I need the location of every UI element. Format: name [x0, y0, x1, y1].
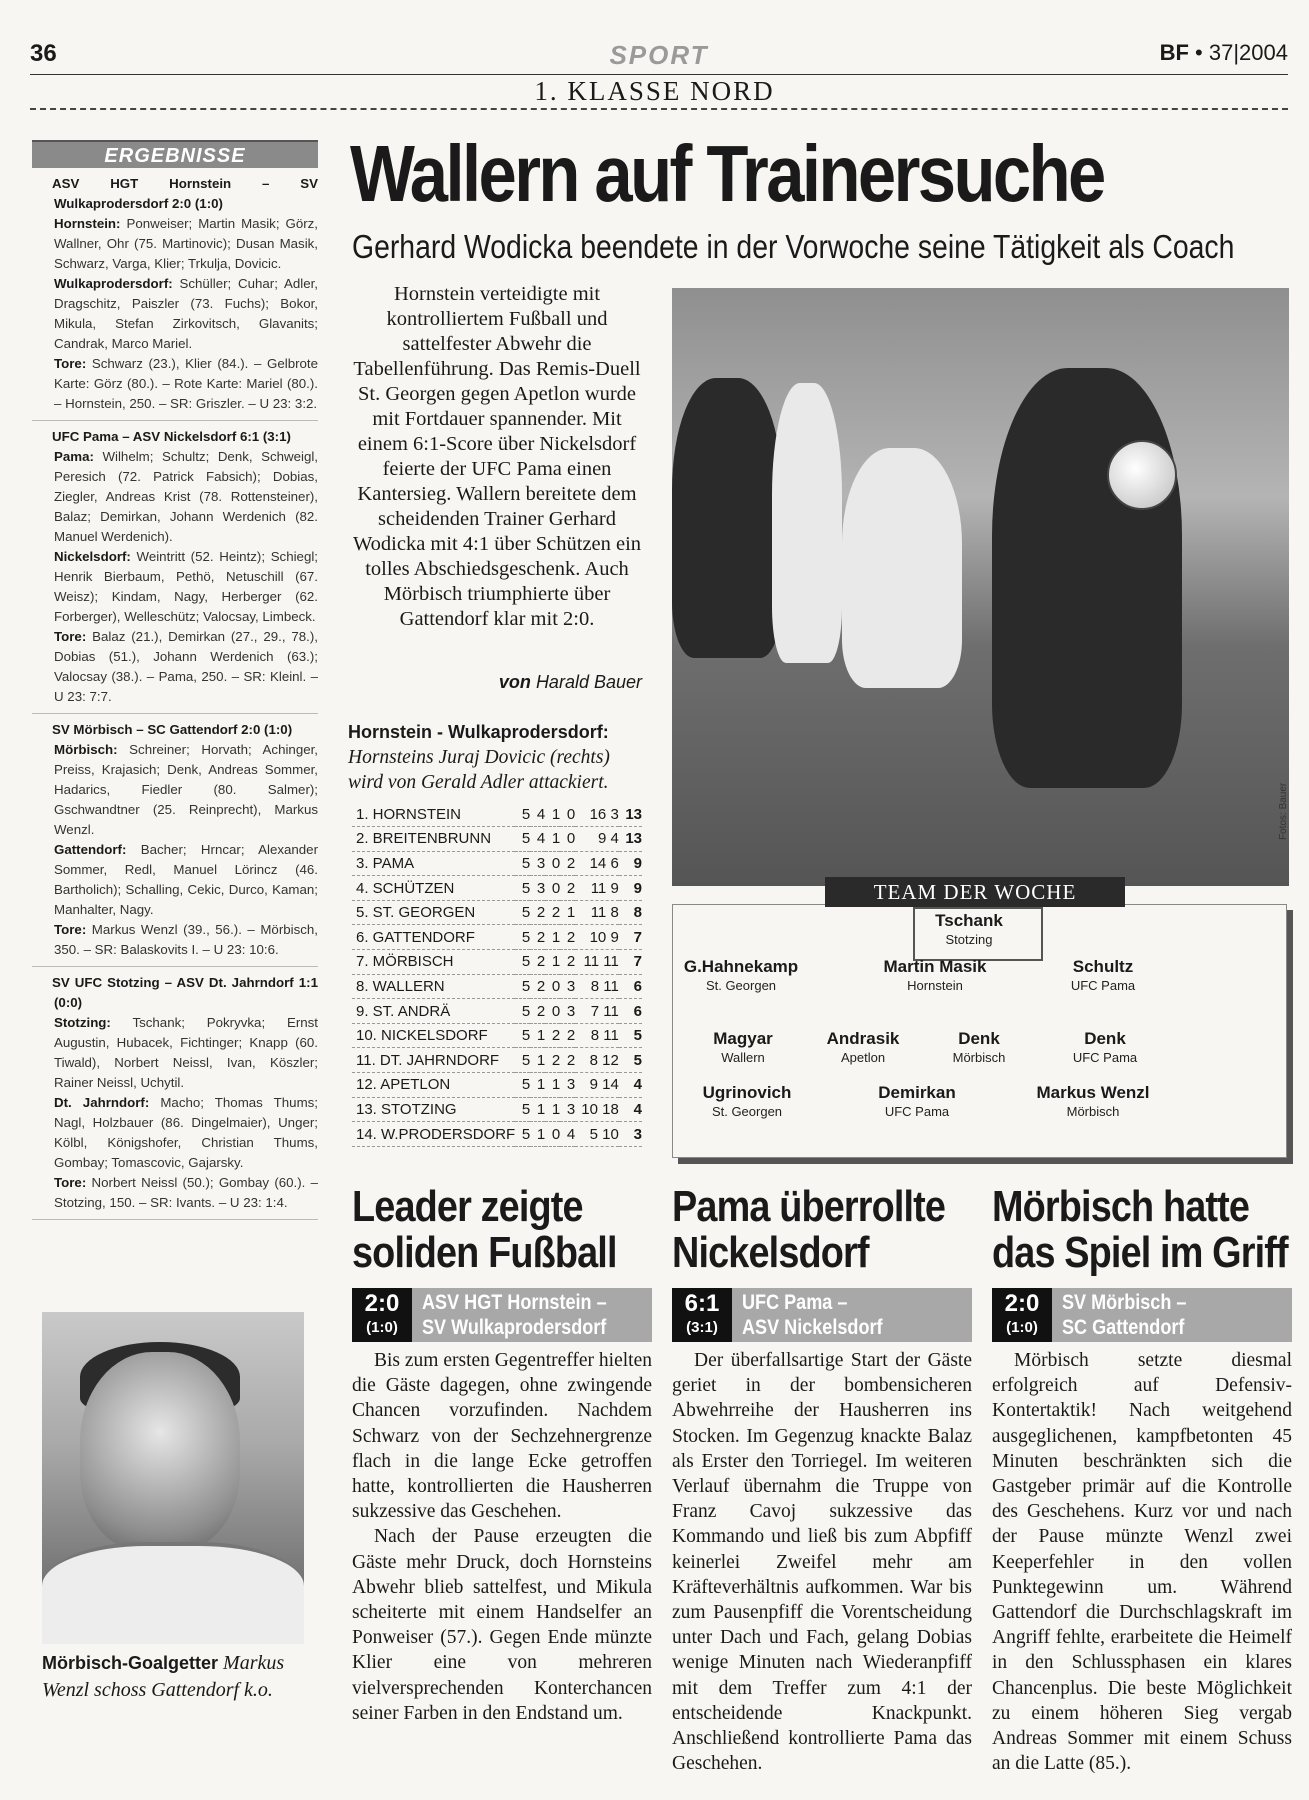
- score-box: [352, 1288, 412, 1342]
- goal-ratio: 10 9: [575, 925, 619, 950]
- story-paragraph: Der überfallsartige Start der Gäste geriet in der bombensicheren Abwehrreihe der Hausherren ins Stocken. Im Gegenzug knackte Balaz als Erster den Torriegel. Im weiteren Verlauf übernahm die Truppe von Franz Cavoj sukzessive das Kommando und ließ bis zum Abpfiff keinerlei Zweifel mehr am Kräfteverhältnis aufkommen. War bis zum Pausenpfiff die Vorentscheidung unter Dach und Fach, gelang Dobias wenige Minuten nach Wiederanpfiff mit dem Treffer zum 4:1 der entscheidende Knackpunkt. Anschließend kontrollierte Pama das Geschehen.: [672, 1350, 972, 1775]
- home-team: ASV HGT Hornstein –: [422, 1291, 607, 1314]
- games-played: 5: [515, 974, 530, 999]
- result-block: [32, 421, 318, 714]
- away-team-label: Gattendorf:: [54, 842, 127, 857]
- summary-text: Schwarz (23.), Klier (84.). – Gelbrote Karte: Görz (80.). – Rote Karte: Mariel (80.). – Hornstein, 250. – SR: Griszler. – U 23: 3:2.: [54, 356, 318, 411]
- losses: 0: [560, 827, 575, 852]
- story-paragraph: Nach der Pause erzeugten die Gäste mehr Druck, doch Hornsteins Abwehr blieb sattelfest, und Mikula scheiterte mit einem Handselfer an Ponweiser (57.). Gegen Ende münzte Klier eine von mehreren vielversprechenden Konterchancen seiner Farben in den Endstand um.: [352, 1526, 652, 1724]
- portrait-shirt: [42, 1542, 304, 1644]
- portrait-caption: [42, 1650, 304, 1704]
- score-box: [672, 1288, 732, 1342]
- goal-ratio: 11 8: [575, 900, 619, 925]
- photo-caption: [348, 720, 648, 795]
- page-header: [30, 40, 1288, 74]
- goal-ratio: 5 10: [575, 1122, 619, 1147]
- team-of-week-title: TEAM DER WOCHE: [825, 877, 1125, 907]
- result-block: [32, 967, 318, 1220]
- losses: 3: [560, 1073, 575, 1098]
- lead-paragraph: Hornstein verteidigte mit kontrolliertem Fußball und sattelfester Abwehr die Tabellenführung. Das Remis-Duell St. Georgen gegen Apetlon wurde mit Fortdauer spannender. Mit einem 6:1-Score über Nickelsdorf feierte der UFC Pama einen Kantersieg. Wallern bereitete dem scheidenden Trainer Gerhard Wodicka mit 4:1 über Schützen ein tolles Abschiedsgeschenk. Auch Mörbisch triumphierte über Gattendorf klar mit 2:0.: [352, 283, 642, 630]
- player-name: Denk: [958, 1029, 1000, 1048]
- goal-ratio: 8 12: [575, 1048, 619, 1073]
- portrait-caption-text: Markus Wenzl schoss Gattendorf k.o.: [42, 1652, 285, 1701]
- draws: 1: [545, 1073, 560, 1098]
- goal-ratio: 9 4: [575, 827, 619, 852]
- halftime-score: (1:0): [1006, 1319, 1038, 1336]
- result-block: [32, 714, 318, 967]
- result-title: UFC Pama – ASV Nickelsdorf 6:1 (3:1): [52, 429, 291, 444]
- home-lineup-text: Tschank; Pokryvka; Ernst Augustin, Hubacek, Fichtinger; Knapp (60. Tiwald), Norbert Neissl, Ivan, Köszler; Rainer Neissl, Uchytil.: [54, 1015, 318, 1090]
- publication-name: BF: [1159, 40, 1189, 65]
- match-summary: [54, 627, 318, 707]
- byline-author: Harald Bauer: [535, 672, 642, 692]
- draws: 2: [545, 900, 560, 925]
- team-of-week: [672, 880, 1287, 1158]
- wins: 2: [530, 999, 545, 1024]
- games-played: 5: [515, 950, 530, 975]
- points: 3: [619, 1122, 642, 1147]
- photo-caption-bold: Hornstein - Wulkaprodersdorf:: [348, 722, 609, 742]
- standings-row: [352, 999, 642, 1024]
- league-title: 1. KLASSE NORD: [534, 76, 775, 106]
- goal-ratio: 14 6: [575, 851, 619, 876]
- home-team-label: Mörbisch:: [54, 742, 118, 757]
- standings-row: [352, 802, 642, 827]
- summary-text: Norbert Neissl (50.); Gombay (60.). – Stotzing, 150. – SR: Ivants. – U 23: 1:4.: [54, 1175, 318, 1210]
- standings-team: 1. HORNSTEIN: [352, 802, 515, 827]
- goal-ratio: 8 11: [575, 974, 619, 999]
- points: 9: [619, 876, 642, 901]
- summary-text: Balaz (21.), Demirkan (27., 29., 78.), Dobias (51.), Johann Werdenich (63.); Valocsay (38.). – Pama, 250. – SR: Kleinl. – U 23: 7:7.: [54, 629, 318, 704]
- draws: 1: [545, 950, 560, 975]
- match-story: [992, 1184, 1292, 1776]
- standings-table: [352, 802, 642, 1147]
- losses: 3: [560, 999, 575, 1024]
- wins: 1: [530, 1073, 545, 1098]
- away-team-label: Dt. Jahrndorf:: [54, 1095, 150, 1110]
- draws: 0: [545, 974, 560, 999]
- byline-prefix: von: [498, 672, 531, 692]
- player-club: UFC Pama: [1070, 978, 1136, 993]
- match-summary: [54, 920, 318, 960]
- home-lineup: [54, 214, 318, 274]
- away-lineup: [54, 840, 318, 920]
- standings-team: 7. MÖRBISCH: [352, 950, 515, 975]
- losses: 2: [560, 950, 575, 975]
- games-played: 5: [515, 851, 530, 876]
- story-headline: [992, 1182, 1288, 1277]
- away-team-label: Wulkaprodersdorf:: [54, 276, 173, 291]
- draws: 2: [545, 1048, 560, 1073]
- story-headline-line2: das Spiel im Griff: [992, 1228, 1288, 1277]
- story-headline-line2: Nickelsdorf: [672, 1228, 869, 1277]
- player-club: Stotzing: [945, 932, 993, 947]
- wins: 1: [530, 1048, 545, 1073]
- player-back: [772, 383, 842, 663]
- football: [1107, 440, 1177, 510]
- home-lineup-text: Schreiner; Horvath; Achinger, Preiss, Krajasich; Denk, Andreas Sommer, Hadarics, Fiedler (80. Salmer); Gschwandtner (25. Reinprecht), Markus Wenzl.: [54, 742, 318, 837]
- away-lineup: [54, 547, 318, 627]
- wins: 2: [530, 974, 545, 999]
- home-team: UFC Pama –: [742, 1291, 848, 1314]
- story-headline-line1: Pama überrollte: [672, 1182, 946, 1231]
- story-body: [992, 1348, 1292, 1776]
- player-club: Apetlon: [840, 1050, 886, 1065]
- team-of-week-player: [1013, 1083, 1173, 1121]
- standings-row: [352, 851, 642, 876]
- home-lineup: [54, 1013, 318, 1093]
- goals-label: Tore:: [54, 922, 87, 937]
- player-name: Andrasik: [826, 1029, 900, 1048]
- draws: 1: [545, 827, 560, 852]
- goals-label: Tore:: [54, 356, 87, 371]
- away-lineup-text: Weintritt (52. Heintz); Schiegl; Henrik Bierbaum, Pethö, Netuschill (67. Weisz); Kindam, Nagy, Herberger (62. Forberger), Welleschütz; Valocsay, Limbeck.: [54, 549, 318, 624]
- standings-team: 3. PAMA: [352, 851, 515, 876]
- games-played: 5: [515, 827, 530, 852]
- goal-ratio: 8 11: [575, 1023, 619, 1048]
- home-lineup: [54, 740, 318, 840]
- points: 5: [619, 1023, 642, 1048]
- away-team-label: Nickelsdorf:: [54, 549, 131, 564]
- goal-ratio: 16 3: [575, 802, 619, 827]
- issue-info: [1160, 40, 1288, 66]
- draws: 1: [545, 1097, 560, 1122]
- standings-row: [352, 1048, 642, 1073]
- halftime-score: (1:0): [366, 1319, 398, 1336]
- team-of-week-player: [889, 911, 1049, 949]
- player-club: St. Georgen: [705, 978, 777, 993]
- story-headline-line1: Leader zeigte: [352, 1182, 583, 1231]
- score-bar: [352, 1288, 652, 1342]
- losses: 2: [560, 876, 575, 901]
- page-number: 36: [30, 40, 57, 67]
- player-club: St. Georgen: [711, 1104, 783, 1119]
- results-title: ERGEBNISSE: [32, 140, 318, 168]
- draws: 0: [545, 999, 560, 1024]
- goal-ratio: 11 11: [575, 950, 619, 975]
- home-lineup-text: Ponweiser; Martin Masik; Görz, Wallner, Ohr (75. Martinovic); Dusan Masik, Schwarz, Varga, Klier; Trkulja, Dovicic.: [54, 216, 318, 271]
- standings-row: [352, 1122, 642, 1147]
- story-body: [352, 1348, 652, 1726]
- goal-ratio: 7 11: [575, 999, 619, 1024]
- points: 5: [619, 1048, 642, 1073]
- score-bar: [672, 1288, 972, 1342]
- player-portrait-photo: [42, 1312, 304, 1644]
- games-played: 5: [515, 1073, 530, 1098]
- away-lineup: [54, 274, 318, 354]
- away-team: ASV Nickelsdorf: [742, 1316, 883, 1339]
- halftime-score: (3:1): [686, 1319, 718, 1336]
- main-headline: Wallern auf Trainersuche: [350, 129, 1104, 218]
- losses: 0: [560, 802, 575, 827]
- home-team-label: Pama:: [54, 449, 94, 464]
- match-teams: [422, 1290, 607, 1340]
- standings-row: [352, 1097, 642, 1122]
- wins: 3: [530, 876, 545, 901]
- losses: 2: [560, 851, 575, 876]
- games-played: 5: [515, 802, 530, 827]
- player-name: Magyar: [713, 1029, 773, 1048]
- points: 13: [619, 827, 642, 852]
- away-team: SC Gattendorf: [1062, 1316, 1185, 1339]
- player-name: Schultz: [1072, 957, 1134, 976]
- player-club: UFC Pama: [884, 1104, 950, 1119]
- losses: 3: [560, 1097, 575, 1122]
- standings-row: [352, 950, 642, 975]
- wins: 1: [530, 1122, 545, 1147]
- player-name: Denk: [1084, 1029, 1126, 1048]
- goals-label: Tore:: [54, 1175, 87, 1190]
- away-lineup: [54, 1093, 318, 1173]
- points: 9: [619, 851, 642, 876]
- games-played: 5: [515, 999, 530, 1024]
- wins: 4: [530, 802, 545, 827]
- player-name: Demirkan: [878, 1083, 956, 1102]
- wins: 1: [530, 1023, 545, 1048]
- standings-team: 9. ST. ANDRÄ: [352, 999, 515, 1024]
- team-of-week-player: [855, 957, 1015, 995]
- games-played: 5: [515, 925, 530, 950]
- points: 4: [619, 1097, 642, 1122]
- losses: 2: [560, 1023, 575, 1048]
- team-of-week-player: [1025, 1029, 1185, 1067]
- team-of-week-player: [837, 1083, 997, 1121]
- standings-team: 13. STOTZING: [352, 1097, 515, 1122]
- match-story: [352, 1184, 652, 1726]
- wins: 3: [530, 851, 545, 876]
- player-center: [842, 448, 962, 688]
- standings-team: 12. APETLON: [352, 1073, 515, 1098]
- player-club: Hornstein: [907, 978, 963, 993]
- wins: 4: [530, 827, 545, 852]
- story-headline: [672, 1182, 946, 1277]
- losses: 3: [560, 974, 575, 999]
- story-headline-line1: Mörbisch hatte: [992, 1182, 1250, 1231]
- away-lineup-text: Schüller; Cuhar; Adler, Dragschitz, Paiszler (73. Fuchs); Bokor, Mikula, Stefan Zirkovitsch, Glavanits; Candrak, Marco Mariel.: [54, 276, 318, 351]
- points: 7: [619, 950, 642, 975]
- games-played: 5: [515, 900, 530, 925]
- goal-ratio: 11 9: [575, 876, 619, 901]
- draws: 2: [545, 1023, 560, 1048]
- games-played: 5: [515, 1023, 530, 1048]
- games-played: 5: [515, 1122, 530, 1147]
- away-lineup-text: Macho; Thomas Thums; Nagl, Holzbauer (86. Dingelmaier), Unger; Kölbl, Königshofer, Christian Thums, Gombay; Tomascovic, Gajarsky.: [54, 1095, 318, 1170]
- standings-team: 8. WALLERN: [352, 974, 515, 999]
- final-score: 2:0: [1004, 1290, 1040, 1317]
- photo-credit: Fotos: Bauer: [1278, 782, 1289, 840]
- match-teams: [1062, 1290, 1186, 1340]
- games-played: 5: [515, 876, 530, 901]
- portrait-caption-bold: Mörbisch-Goalgetter: [42, 1653, 219, 1673]
- byline: [352, 672, 642, 693]
- final-score: 6:1: [684, 1290, 720, 1317]
- photo-caption-text: Hornsteins Juraj Dovicic (rechts) wird von Gerald Adler attackiert.: [348, 747, 610, 793]
- result-title: SV UFC Stotzing – ASV Dt. Jahrndorf 1:1 (0:0): [52, 975, 318, 1010]
- standings-row: [352, 1023, 642, 1048]
- home-lineup: [54, 447, 318, 547]
- issue-number: • 37|2004: [1188, 40, 1288, 65]
- home-team: SV Mörbisch –: [1062, 1291, 1187, 1314]
- points: 6: [619, 974, 642, 999]
- losses: 1: [560, 900, 575, 925]
- standings-team: 11. DT. JAHRNDORF: [352, 1048, 515, 1073]
- story-body: [672, 1348, 972, 1776]
- player-club: Mörbisch: [1066, 1104, 1120, 1119]
- match-action-photo: [672, 288, 1289, 886]
- points: 4: [619, 1073, 642, 1098]
- main-subheadline: Gerhard Wodicka beendete in der Vorwoche seine Tätigkeit als Coach: [352, 228, 1235, 265]
- standings-team: 2. BREITENBRUNN: [352, 827, 515, 852]
- points: 13: [619, 802, 642, 827]
- match-teams: [742, 1290, 883, 1340]
- goal-ratio: 10 18: [575, 1097, 619, 1122]
- away-lineup-text: Bacher; Hrncar; Alexander Sommer, Redl, Manuel Lörincz (46. Bartholich); Schalling, Cekic, Durco, Kaman; Manhalter, Nagy.: [54, 842, 318, 917]
- wins: 2: [530, 925, 545, 950]
- result-title: ASV HGT Hornstein – SV Wulkaprodersdorf 2:0 (1:0): [52, 176, 318, 211]
- games-played: 5: [515, 1097, 530, 1122]
- standings-row: [352, 1073, 642, 1098]
- result-title: SV Mörbisch – SC Gattendorf 2:0 (1:0): [52, 722, 293, 737]
- losses: 2: [560, 925, 575, 950]
- team-of-week-player: [1023, 957, 1183, 995]
- standings-team: 14. W.PRODERSDORF: [352, 1122, 515, 1147]
- match-summary: [54, 1173, 318, 1213]
- team-of-week-player: [667, 1083, 827, 1121]
- home-team-label: Stotzing:: [54, 1015, 111, 1030]
- standings-row: [352, 925, 642, 950]
- player-right: [992, 368, 1182, 788]
- player-name: Ugrinovich: [702, 1083, 792, 1102]
- score-bar: [992, 1288, 1292, 1342]
- player-name: Tschank: [935, 911, 1003, 930]
- wins: 1: [530, 1097, 545, 1122]
- standings-team: 4. SCHÜTZEN: [352, 876, 515, 901]
- standings-row: [352, 974, 642, 999]
- standings-team: 6. GATTENDORF: [352, 925, 515, 950]
- wins: 2: [530, 900, 545, 925]
- goal-ratio: 9 14: [575, 1073, 619, 1098]
- player-club: Wallern: [721, 1050, 765, 1065]
- draws: 0: [545, 876, 560, 901]
- standings-row: [352, 900, 642, 925]
- standings-team: 5. ST. GEORGEN: [352, 900, 515, 925]
- losses: 4: [560, 1122, 575, 1147]
- player-name: G.Hahnekamp: [683, 957, 799, 976]
- player-name: Markus Wenzl: [1036, 1083, 1150, 1102]
- player-club: UFC Pama: [1072, 1050, 1138, 1065]
- points: 7: [619, 925, 642, 950]
- home-team-label: Hornstein:: [54, 216, 121, 231]
- games-played: 5: [515, 1048, 530, 1073]
- draws: 1: [545, 925, 560, 950]
- goals-label: Tore:: [54, 629, 87, 644]
- home-lineup-text: Wilhelm; Schultz; Denk, Schweigl, Peresich (72. Patrick Fabsich); Dobias, Ziegler, Andreas Krist (78. Rottensteiner), Balaz; Demirkan, Johann Werdenich (82. Manuel Werdenich).: [54, 449, 318, 544]
- draws: 1: [545, 802, 560, 827]
- draws: 0: [545, 1122, 560, 1147]
- story-paragraph: Mörbisch setzte diesmal erfolgreich auf Defensiv-Kontertaktik! Nach weitgehend ausgeglichenen, kampfbetonten 45 Minuten beschränkten sich die Gastgeber primär auf die Kontrolle des Geschehens. Kurz vor und nach der Pause münzte Wenzl zwei Keeperfehler in den vollen Punktegewinn um. Während Gattendorf die Durchschlagskraft im Angriff fehlte, erarbeitete die Heimelf in den Schlussphasen ein klares Chancenplus. Die beste Möglichkeit zu einem höheren Sieg vergab Andreas Sommer mit einem Schuss an die Latte (85.).: [992, 1350, 1292, 1775]
- points: 8: [619, 900, 642, 925]
- standings-team: 10. NICKELSDORF: [352, 1023, 515, 1048]
- player-club: Mörbisch: [952, 1050, 1006, 1065]
- portrait-face: [80, 1352, 240, 1552]
- result-block: [32, 168, 318, 421]
- points: 6: [619, 999, 642, 1024]
- losses: 2: [560, 1048, 575, 1073]
- wins: 2: [530, 950, 545, 975]
- score-box: [992, 1288, 1052, 1342]
- player-left: [672, 378, 782, 658]
- player-name: Martin Masik: [883, 957, 987, 976]
- header-rule: [30, 74, 1288, 75]
- away-team: SV Wulkaprodersdorf: [422, 1316, 607, 1339]
- final-score: 2:0: [364, 1290, 400, 1317]
- story-headline: [352, 1182, 617, 1277]
- match-summary: [54, 354, 318, 414]
- match-story: [672, 1184, 972, 1776]
- standings-row: [352, 876, 642, 901]
- results-column: [32, 140, 318, 1220]
- draws: 0: [545, 851, 560, 876]
- summary-text: Markus Wenzl (39., 56.). – Mörbisch, 350. – SR: Balaskovits I. – U 23: 10:6.: [54, 922, 318, 957]
- story-headline-line2: soliden Fußball: [352, 1228, 617, 1277]
- team-of-week-player: [661, 957, 821, 995]
- section-title: SPORT: [609, 40, 709, 70]
- story-paragraph: Bis zum ersten Gegentreffer hielten die Gäste dagegen, ohne zwingende Chancen vorzufinden. Nachdem Schwarz von der Sechzehnergrenze flach in die lange Ecke getroffen hatte, kontrollierten die Hausherren sukzessive das Geschehen.: [352, 1350, 652, 1523]
- dashed-divider: [30, 108, 1288, 110]
- standings-row: [352, 827, 642, 852]
